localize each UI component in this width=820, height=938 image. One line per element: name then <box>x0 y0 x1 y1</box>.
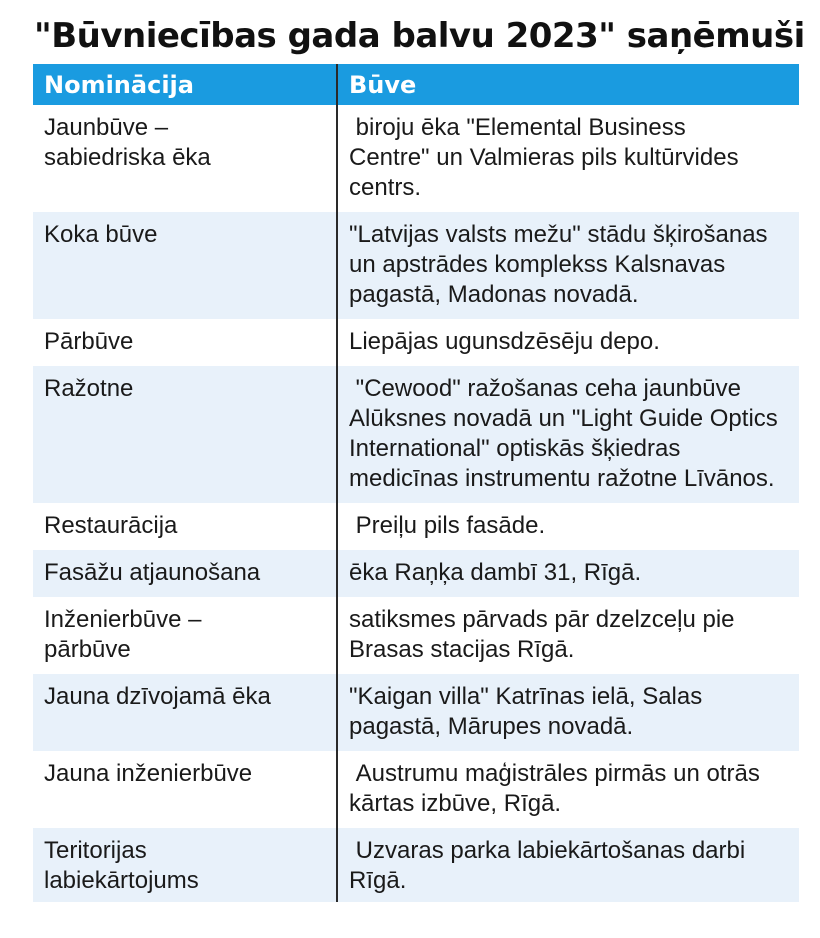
nomination-cell: Jauna inženierbūve <box>44 760 253 787</box>
table-row <box>33 828 799 902</box>
nomination-cell: Pārbūve <box>44 328 134 355</box>
table-row <box>33 674 799 751</box>
table-row <box>33 319 799 366</box>
column-header-building: Būve <box>337 64 799 105</box>
building-cell: Liepājas ugunsdzēsēju depo. <box>337 319 799 366</box>
building-cell: "Latvijas valsts mežu" stādu šķirošanas un apstrādes komplekss Kalsnavas pagastā, Madonas novadā. <box>337 212 799 319</box>
building-cell: Preiļu pils fasāde. <box>337 503 799 550</box>
column-header-nomination: Nominācija <box>33 64 337 105</box>
nomination-cell: Inženierbūve – pārbūve <box>44 606 202 663</box>
building-cell: "Cewood" ražošanas ceha jaunbūve Alūksnes novadā un "Light Guide Optics International" optiskās šķiedras medicīnas instrumentu ražotne Līvānos. <box>337 366 799 503</box>
building-cell: satiksmes pārvads pār dzelzceļu pie Brasas stacijas Rīgā. <box>337 597 799 674</box>
nomination-cell: Restaurācija <box>44 512 178 539</box>
table-row <box>33 212 799 319</box>
nomination-cell: Jaunbūve – sabiedriska ēka <box>44 114 211 171</box>
table-row <box>33 366 799 503</box>
table-row <box>33 503 799 550</box>
table-row <box>33 550 799 597</box>
nomination-cell: Teritorijas labiekārtojums <box>33 828 337 902</box>
page-title: "Būvniecības gada balvu 2023" saņēmuši <box>34 16 805 56</box>
table-header-row <box>33 64 799 105</box>
table-row <box>33 751 799 828</box>
nomination-cell: Koka būve <box>33 212 337 319</box>
table-row <box>33 597 799 674</box>
nomination-cell: Ražotne <box>33 366 337 503</box>
building-cell: ēka Raņķa dambī 31, Rīgā. <box>337 550 799 597</box>
building-cell: "Kaigan villa" Katrīnas ielā, Salas pagastā, Mārupes novadā. <box>337 674 799 751</box>
table-row <box>33 105 799 212</box>
building-cell: biroju ēka "Elemental Business Centre" un Valmieras pils kultūrvides centrs. <box>337 105 799 212</box>
nomination-cell: Fasāžu atjaunošana <box>33 550 337 597</box>
awards-table <box>33 64 799 902</box>
building-cell: Uzvaras parka labiekārtošanas darbi Rīgā. <box>337 828 799 902</box>
nomination-cell: Jauna dzīvojamā ēka <box>33 674 337 751</box>
building-cell: Austrumu maģistrāles pirmās un otrās kārtas izbūve, Rīgā. <box>337 751 799 828</box>
